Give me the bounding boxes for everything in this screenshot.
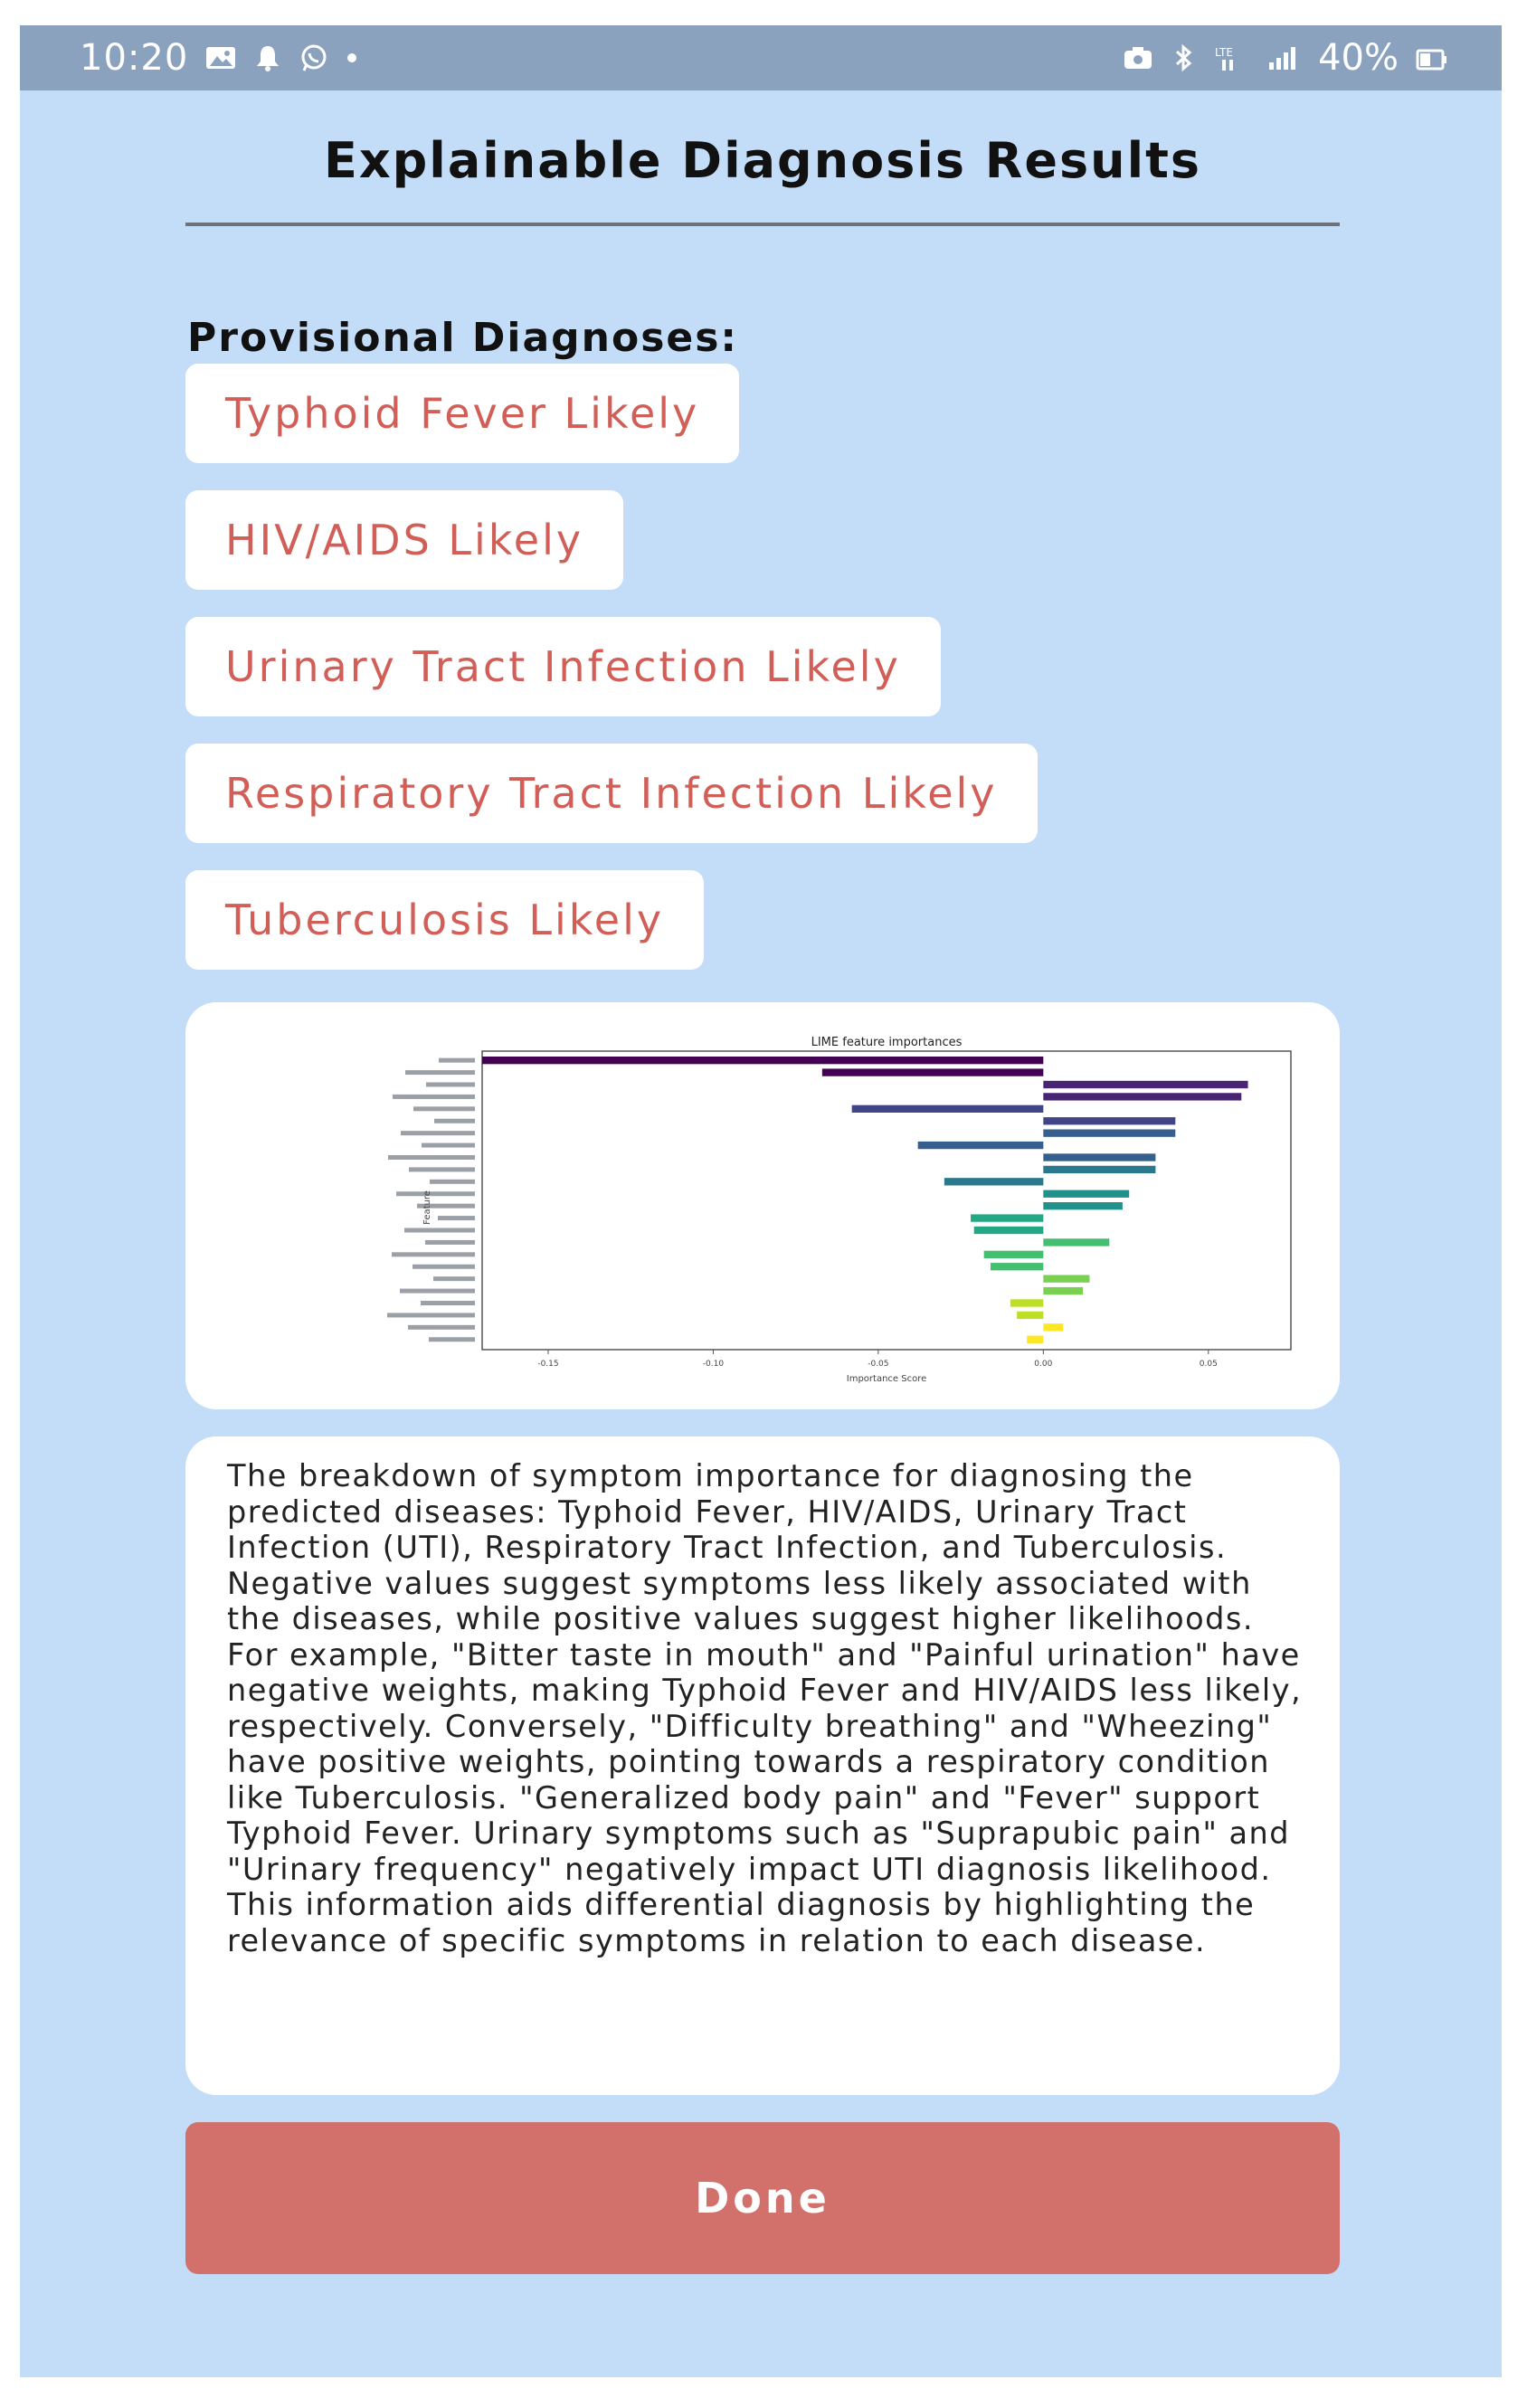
chart-bar bbox=[1043, 1202, 1123, 1209]
gallery-icon bbox=[204, 44, 237, 71]
chart-bar bbox=[822, 1068, 1043, 1076]
battery-icon bbox=[1415, 43, 1447, 72]
y-tick-label bbox=[429, 1337, 475, 1341]
y-tick-label bbox=[400, 1289, 475, 1294]
x-tick-label: -0.10 bbox=[702, 1360, 725, 1369]
status-bar-left bbox=[80, 37, 358, 79]
y-tick-label bbox=[413, 1106, 475, 1111]
y-tick-label bbox=[426, 1082, 475, 1086]
y-tick-label bbox=[393, 1095, 475, 1099]
chart-bar bbox=[918, 1142, 1044, 1149]
chart-bar bbox=[991, 1263, 1043, 1270]
status-bar bbox=[20, 25, 1502, 90]
chart-bar bbox=[1043, 1093, 1241, 1100]
x-tick-labels bbox=[537, 1350, 1217, 1369]
x-axis-label: Importance Score bbox=[846, 1374, 927, 1384]
status-time: 10:20 bbox=[80, 37, 189, 79]
phone-screen bbox=[20, 25, 1502, 2377]
chart-bar bbox=[1010, 1299, 1043, 1306]
diagnosis-chip-respiratory: Respiratory Tract Infection Likely bbox=[185, 744, 1038, 843]
chart-bar bbox=[1043, 1081, 1247, 1088]
done-button[interactable]: Done bbox=[185, 2122, 1340, 2274]
signal-icon bbox=[1266, 44, 1302, 71]
explanation-text: The breakdown of symptom importance for diagnosing the predicted diseases: Typhoid Fever, HIV/AIDS, Urinary Tract Infection (UTI), Respiratory Tract Infection, and Tuberculosis. Negative values suggest symptoms less likely associated with the diseases, while positive values suggest higher likelihoods. For example, "Bitter taste in mouth" and "Painful urination" have negative weights, making Typhoid Fever and HIV/AIDS less likely, respectively. Conversely, "Difficulty breathing" and "Wheezing" have positive weights, pointing towards a respiratory condition like Tuberculosis. "Generalized body pain" and "Fever" support Typhoid Fever. Urinary symptoms such as "Suprapubic pain" and "Urinary frequency" negatively impact UTI diagnosis likelihood. This information aids differential diagnosis by highlighting the relevance of specific symptoms in relation to each disease. bbox=[227, 1458, 1303, 1958]
explanation-card bbox=[185, 1436, 1340, 2095]
battery-percent: 40% bbox=[1318, 37, 1399, 79]
chart-bar bbox=[1017, 1312, 1043, 1319]
y-tick-label bbox=[392, 1252, 475, 1256]
chart-bar bbox=[1027, 1336, 1043, 1343]
chart-bar bbox=[1043, 1130, 1175, 1137]
chart-bar bbox=[1043, 1238, 1109, 1246]
chart-bar bbox=[1043, 1117, 1175, 1124]
y-tick-label bbox=[433, 1276, 475, 1281]
y-tick-label bbox=[438, 1216, 475, 1220]
y-tick-label bbox=[404, 1228, 475, 1232]
y-tick-label bbox=[425, 1240, 475, 1245]
lte-icon bbox=[1213, 43, 1249, 72]
x-tick-label: 0.05 bbox=[1199, 1360, 1218, 1369]
chart-bar bbox=[1043, 1153, 1155, 1161]
chart-bar bbox=[1043, 1190, 1129, 1198]
y-tick-label bbox=[422, 1143, 475, 1148]
notification-bell-icon bbox=[253, 43, 282, 72]
diagnosis-chip-tuberculosis: Tuberculosis Likely bbox=[185, 870, 704, 970]
dot-icon bbox=[346, 52, 358, 64]
title-divider bbox=[185, 223, 1340, 226]
x-tick-label: -0.15 bbox=[537, 1360, 559, 1369]
chart-bar bbox=[1043, 1323, 1063, 1331]
chart-bar bbox=[974, 1227, 1044, 1234]
y-tick-label bbox=[401, 1131, 475, 1135]
y-tick-label bbox=[413, 1265, 475, 1269]
svg-text:LTE: LTE bbox=[1215, 46, 1234, 59]
diagnosis-chip-uti: Urinary Tract Infection Likely bbox=[185, 617, 941, 716]
y-tick-label bbox=[408, 1325, 475, 1330]
whatsapp-icon bbox=[299, 43, 329, 73]
x-tick-label: -0.05 bbox=[868, 1360, 889, 1369]
x-tick-label: 0.00 bbox=[1034, 1360, 1053, 1369]
chart-bar bbox=[984, 1251, 1044, 1258]
y-tick-label bbox=[396, 1191, 475, 1196]
chart-bar bbox=[1043, 1275, 1089, 1283]
status-bar-right bbox=[1123, 37, 1447, 79]
chart-bars bbox=[482, 1057, 1248, 1343]
chart-bar bbox=[852, 1105, 1044, 1113]
feature-importance-chart-card bbox=[185, 1002, 1340, 1409]
y-tick-label bbox=[430, 1180, 475, 1184]
y-axis-label: Feature bbox=[422, 1190, 432, 1225]
chart-title: LIME feature importances bbox=[811, 1036, 963, 1049]
chart-bar bbox=[1043, 1287, 1083, 1294]
diagnoses-heading: Provisional Diagnoses: bbox=[187, 315, 739, 361]
diagnosis-chip-typhoid: Typhoid Fever Likely bbox=[185, 364, 739, 463]
y-tick-label bbox=[409, 1167, 475, 1171]
bluetooth-icon bbox=[1170, 43, 1197, 72]
page-title: Explainable Diagnosis Results bbox=[323, 132, 1202, 189]
y-tick-label bbox=[421, 1301, 475, 1305]
y-tick-label bbox=[387, 1313, 475, 1317]
y-tick-label bbox=[388, 1155, 475, 1160]
diagnosis-chip-hiv-aids: HIV/AIDS Likely bbox=[185, 490, 623, 590]
y-tick-label bbox=[434, 1119, 475, 1123]
y-tick-label bbox=[405, 1070, 475, 1075]
chart-bar bbox=[482, 1057, 1043, 1064]
camera-icon bbox=[1123, 44, 1153, 71]
chart-bar bbox=[944, 1178, 1043, 1185]
y-tick-label bbox=[439, 1058, 475, 1063]
feature-importance-chart bbox=[204, 1013, 1322, 1398]
chart-bar bbox=[971, 1214, 1043, 1221]
chart-bar bbox=[1043, 1166, 1155, 1173]
header bbox=[185, 125, 1340, 226]
